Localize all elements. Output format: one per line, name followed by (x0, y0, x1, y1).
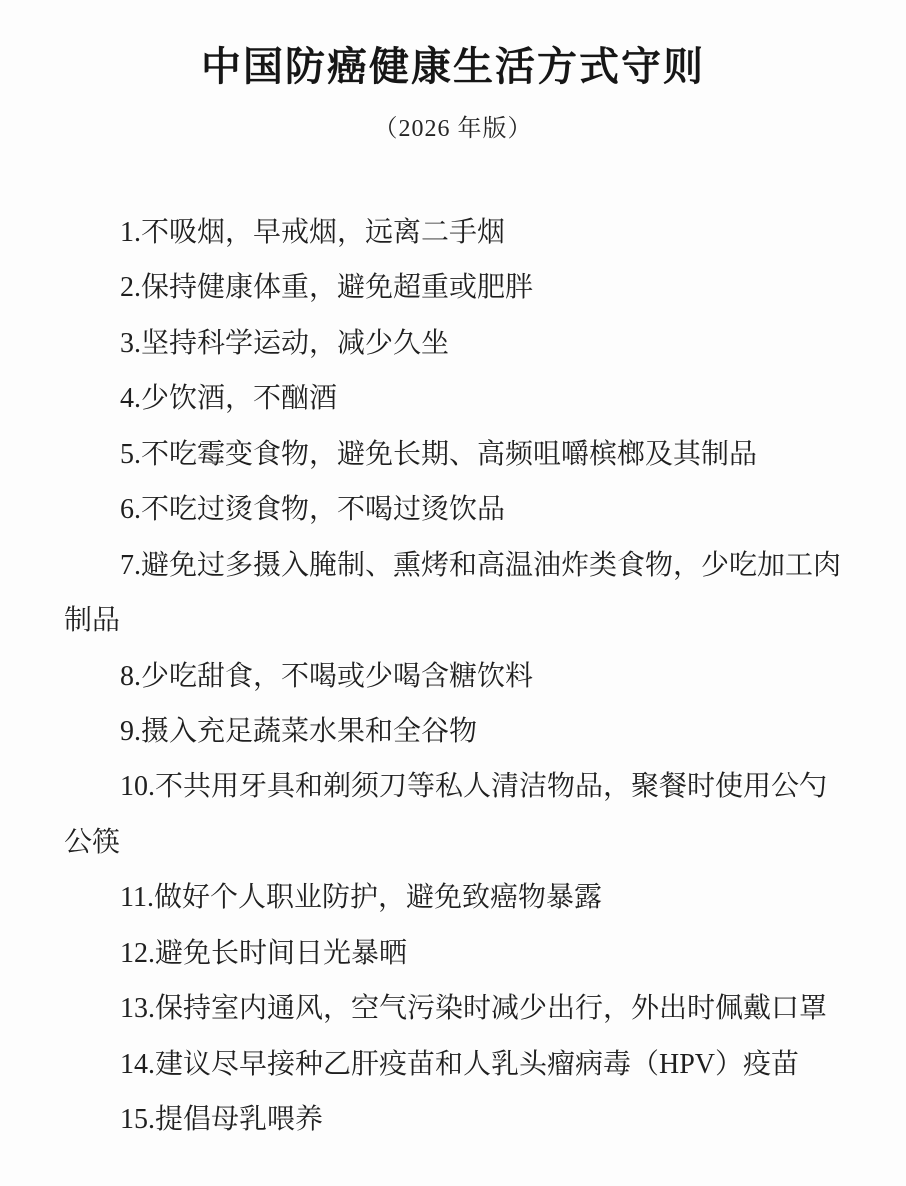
guideline-item-2: 2.保持健康体重，避免超重或肥胖 (120, 272, 534, 304)
guideline-item-11: 11.做好个人职业防护，避免致癌物暴露 (120, 882, 602, 914)
guideline-item-14: 14.建议尽早接种乙肝疫苗和人乳头瘤病毒（HPV）疫苗 (120, 1048, 800, 1080)
guideline-item-8: 8.少吃甜食，不喝或少喝含糖饮料 (120, 660, 534, 692)
guideline-item-15: 15.提倡母乳喂养 (120, 1104, 324, 1135)
guideline-item-13: 13.保持室内通风，空气污染时减少出行，外出时佩戴口罩 (120, 993, 828, 1025)
guideline-item-5: 5.不吃霉变食物，避免长期、高频咀嚼槟榔及其制品 (120, 438, 758, 470)
guideline-item-12: 12.避免长时间日光暴晒 (120, 937, 408, 969)
guideline-list (64, 205, 848, 1147)
guideline-item-10: 10.不共用牙具和剃须刀等私人清洁物品，聚餐时使用公勺公筷 (64, 771, 828, 858)
document-header (0, 42, 906, 143)
guideline-item-1: 1.不吸烟，早戒烟，远离二手烟 (120, 217, 506, 248)
guideline-item-4: 4.少饮酒，不酗酒 (120, 383, 338, 415)
guideline-item-9: 9.摄入充足蔬菜水果和全谷物 (120, 715, 478, 747)
guideline-item-7: 7.避免过多摄入腌制、熏烤和高温油炸类食物，少吃加工肉制品 (64, 549, 842, 637)
guideline-item-3: 3.坚持科学运动，减少久坐 (120, 327, 450, 359)
guideline-item-6: 6.不吃过烫食物，不喝过烫饮品 (120, 494, 506, 526)
document-subtitle: （2026 年版） (373, 116, 533, 142)
document-title: 中国防癌健康生活方式守则 (201, 44, 705, 89)
